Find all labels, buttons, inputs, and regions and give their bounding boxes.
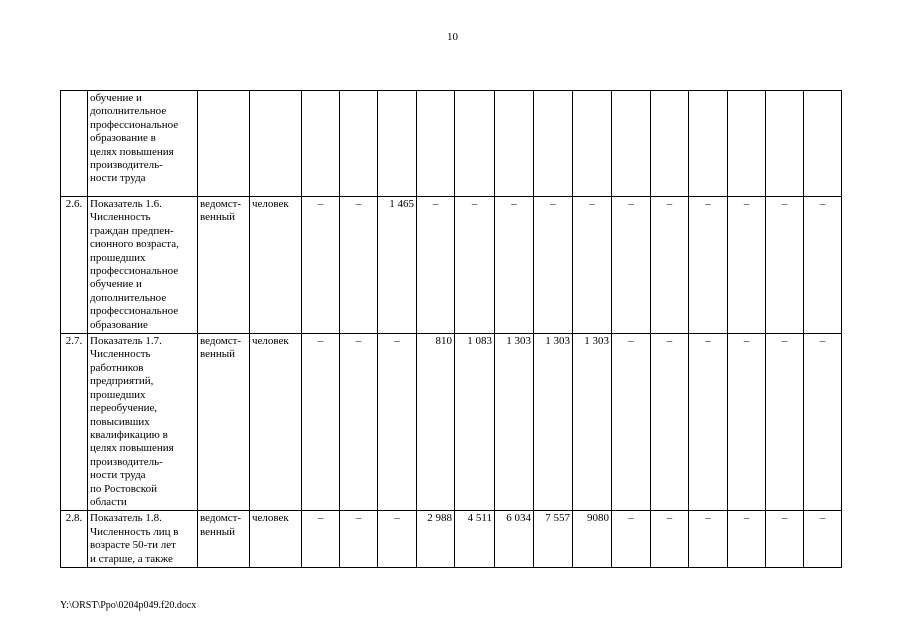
value-cell: –	[612, 197, 651, 334]
value-cell: –	[378, 334, 417, 511]
row-number-cell: 2.6.	[61, 197, 88, 334]
indicator-name-cell: Показатель 1.6. Численность граждан предпен- сионного возраста, прошедших профессиональное обучение и дополнительное профессиональное образование	[88, 197, 198, 334]
value-cell: –	[689, 334, 728, 511]
value-cell: 6 034	[495, 511, 534, 568]
value-cell: –	[302, 334, 340, 511]
indicator-name-cell: Показатель 1.7. Численность работников предприятий, прошедших переобучение, повысивших квалификацию в целях повышения производитель- ности труда по Ростовской области	[88, 334, 198, 511]
source-cell: ведомст- венный	[198, 511, 250, 568]
value-cell: –	[728, 334, 766, 511]
footer-file-path: Y:\ORST\Ppo\0204p049.f20.docx	[60, 600, 197, 611]
indicators-table	[60, 90, 842, 568]
source-cell: ведомст- венный	[198, 334, 250, 511]
value-cell: –	[651, 511, 689, 568]
value-cell: –	[804, 334, 842, 511]
value-cell: –	[804, 511, 842, 568]
value-cell: –	[495, 197, 534, 334]
value-cell: –	[728, 197, 766, 334]
value-cell: –	[689, 511, 728, 568]
value-cell: 810	[417, 334, 455, 511]
value-cell: –	[766, 334, 804, 511]
indicator-name-cell: Показатель 1.8. Численность лиц в возрасте 50-ти лет и старше, а также	[88, 511, 198, 568]
value-cell: 1 303	[534, 334, 573, 511]
value-cell: 1 303	[495, 334, 534, 511]
value-cell: –	[302, 197, 340, 334]
row-number-cell: 2.7.	[61, 334, 88, 511]
value-cell: –	[340, 197, 378, 334]
row-number-cell: 2.8.	[61, 511, 88, 568]
value-cell: –	[340, 334, 378, 511]
value-cell: –	[417, 197, 455, 334]
value-cell: –	[651, 334, 689, 511]
value-cell: –	[804, 197, 842, 334]
value-cell: –	[766, 197, 804, 334]
unit-cell: человек	[250, 197, 302, 334]
value-cell: 1 303	[573, 334, 612, 511]
table-row	[61, 334, 842, 511]
source-cell	[198, 91, 250, 197]
unit-cell: человек	[250, 334, 302, 511]
value-cell: 1 465	[378, 197, 417, 334]
value-cell: –	[612, 334, 651, 511]
value-cell: 4 511	[455, 511, 495, 568]
value-cell: –	[340, 511, 378, 568]
unit-cell: человек	[250, 511, 302, 568]
unit-cell	[250, 91, 302, 197]
value-cell: –	[302, 511, 340, 568]
value-cell: 7 557	[534, 511, 573, 568]
value-cell: –	[728, 511, 766, 568]
value-cell: –	[651, 197, 689, 334]
value-cell: –	[766, 511, 804, 568]
table-row	[61, 511, 842, 568]
value-cell: –	[455, 197, 495, 334]
value-cell: –	[612, 511, 651, 568]
table-row	[61, 197, 842, 334]
value-cell: –	[573, 197, 612, 334]
table-row-continuation	[61, 91, 842, 197]
value-cell: –	[689, 197, 728, 334]
source-cell: ведомст- венный	[198, 197, 250, 334]
value-cell: 1 083	[455, 334, 495, 511]
value-cell: 2 988	[417, 511, 455, 568]
row-number-cell	[61, 91, 88, 197]
value-cell: –	[378, 511, 417, 568]
value-cell: 9080	[573, 511, 612, 568]
indicator-name-cell: обучение и дополнительное профессиональное образование в целях повышения производитель- ности труда	[88, 91, 198, 197]
value-cell: –	[534, 197, 573, 334]
page-number: 10	[447, 31, 458, 43]
